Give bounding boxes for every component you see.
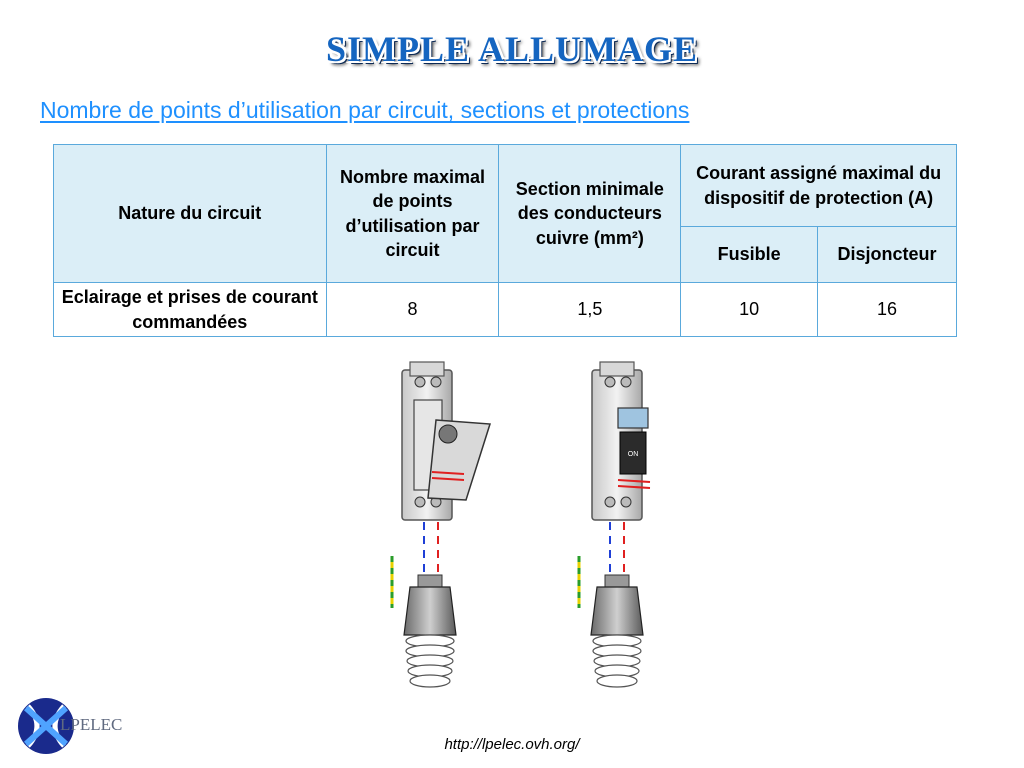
cell-section: 1,5: [499, 283, 681, 337]
circuit-breaker-icon: [592, 362, 650, 520]
header-points: Nombre maximal de points d’utilisation par circuit: [326, 145, 499, 283]
cfl-bulb-icon: [404, 575, 456, 687]
subtitle-link[interactable]: Nombre de points d’utilisation par circuit, sections et protections: [40, 97, 690, 123]
specification-table: [53, 144, 957, 337]
cell-nature: Eclairage et prises de courant commandées: [54, 283, 327, 337]
cell-fusible: 10: [681, 283, 818, 337]
circuit-diagram: [370, 360, 670, 690]
cfl-bulb-icon: [591, 575, 643, 687]
cell-points: 8: [326, 283, 499, 337]
cell-disjoncteur: 16: [818, 283, 957, 337]
header-fusible: Fusible: [681, 227, 818, 283]
lpelec-logo-icon: [14, 686, 134, 766]
fuse-holder-icon: [402, 362, 490, 520]
footer-url[interactable]: http://lpelec.ovh.org/: [444, 736, 580, 753]
page-title: SIMPLE ALLUMAGE: [325, 29, 699, 69]
header-section: Section minimale des conducteurs cuivre (mm²): [499, 145, 681, 283]
table-row: [54, 283, 957, 337]
header-disjoncteur: Disjoncteur: [818, 227, 957, 283]
logo-text: LPELEC: [60, 715, 123, 734]
breaker-on-label: ON: [627, 451, 639, 458]
header-courant: Courant assigné maximal du dispositif de protection (A): [681, 145, 957, 227]
header-nature: Nature du circuit: [54, 145, 327, 283]
